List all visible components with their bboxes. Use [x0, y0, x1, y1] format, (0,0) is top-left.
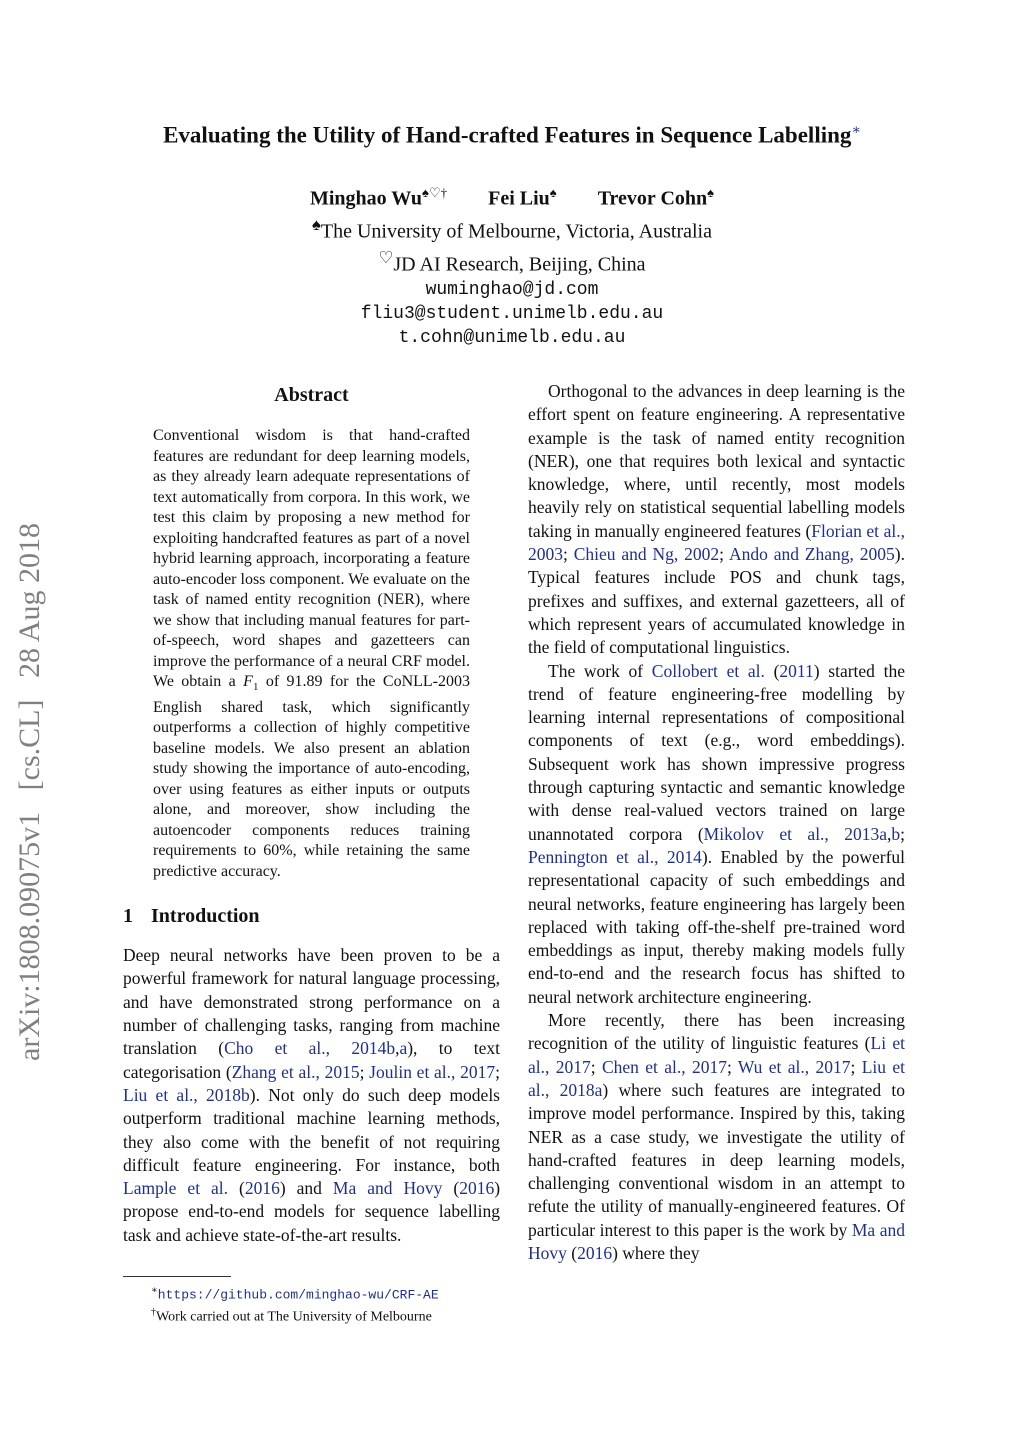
- paragraph-text: (: [442, 1178, 460, 1199]
- paragraph-text: ,: [395, 1038, 400, 1059]
- paper-header: [0, 114, 1024, 350]
- paragraph-text: ). Enabled by the powerful representational capacity of such embeddings and neural networks, feature engineering has largely been replaced with taking off-the-shelf pre-trained word embeddings as input, thereby making models fully end-to-end and the research focus has shifted to neural network architecture engineering.: [528, 846, 906, 1007]
- paragraph-text: ;: [719, 544, 729, 565]
- paragraph-text: ,: [887, 823, 892, 844]
- author-2: Fei Liu♠: [488, 184, 557, 210]
- email-2: fliu3@student.unimelb.edu.au: [360, 303, 664, 324]
- citation-link[interactable]: Collobert et al.: [651, 660, 765, 681]
- author-3: Trevor Cohn♠: [597, 184, 715, 210]
- paragraph-text: ). Not only do such deep models outperform traditional machine learning methods, they also come with the benefit of not requiring difficult feature engineering. For instance, both: [123, 1084, 500, 1175]
- left-column: [123, 380, 500, 1247]
- paragraph-text: Deep neural networks have been proven to be a powerful framework for natural language processing, and have demonstrated strong performance on a number of challenging tasks, ranging from machine translation (: [123, 945, 500, 1059]
- citation-link[interactable]: b: [891, 823, 901, 844]
- paragraph-text: ) and: [279, 1178, 333, 1199]
- citation-link[interactable]: Zhang et al., 2015: [231, 1061, 360, 1082]
- abstract-text: Conventional wisdom is that hand-crafted features are redundant for deep learning models, as they already learn adequate representations of text automatically from corpora. In this work, we test this claim by proposing a new method for exploiting handcrafted features as part of a novel hybrid learning approach, incorporating a feature auto-encoder loss component. We evaluate on the task of named entity recognition (NER), where we show that including manual features for part-of-speech, word shapes and gazetteers can improve the performance of a neural CRF model. We obtain a $F_1$ of 91.89 for the CoNLL-2003 English shared task, which significantly outperforms a collection of highly competitive baseline models. We also present an ablation study showing the importance of auto-encoding, over using features as either inputs or outputs alone, and moreover, show including the autoencoder components reduces training requirements to 60%, while retaining the same predictive accuracy.: [153, 427, 470, 880]
- affiliation-2: ♡JD AI Research, Beijing, China: [378, 247, 646, 276]
- paragraph-text: ;: [850, 1056, 862, 1077]
- citation-link[interactable]: Mikolov et al., 2013a: [703, 823, 888, 844]
- citation-link[interactable]: Pennington et al., 2014: [528, 846, 702, 867]
- paragraph-text: ;: [726, 1056, 738, 1077]
- arxiv-stamp: [8, 441, 52, 1061]
- paragraph-text: (: [228, 1178, 245, 1199]
- paragraph-text: Orthogonal to the advances in deep learning is the effort spent on feature engineering. A representative example is the task of named entity recognition (NER), one that requires both lexical and syntactic knowledge, where, until recently, most models heavily rely on statistical sequential labelling models taking in manually engineered features (: [528, 381, 905, 541]
- paper-title: Evaluating the Utility of Hand-crafted Features in Sequence Labelling∗: [163, 122, 861, 148]
- citation-link[interactable]: Wu et al., 2017: [737, 1056, 851, 1077]
- citation-link[interactable]: 2016: [244, 1178, 280, 1199]
- email-1: wuminghao@jd.com: [425, 279, 599, 300]
- intro-paragraph-1: [123, 944, 500, 1247]
- paragraph-text: ;: [900, 823, 906, 844]
- paragraph-text: ) propose end-to-end models for sequence labelling task and achieve state-of-the-art results.: [123, 1178, 501, 1245]
- affiliation-1: ♠The University of Melbourne, Victoria, Australia: [312, 215, 712, 243]
- citation-link[interactable]: Li et al., 2017: [528, 1033, 905, 1077]
- author-list: [0, 179, 1024, 213]
- arxiv-id: arXiv:1808.09075v1: [13, 811, 46, 1061]
- right-column: [528, 380, 905, 1265]
- citation-link[interactable]: Florian et al., 2003: [528, 520, 905, 565]
- footnote-1: ∗https://github.com/minghao-wu/CRF-AE: [151, 1285, 439, 1303]
- citation-link[interactable]: a: [399, 1038, 408, 1059]
- section-heading-introduction: 1 Introduction: [123, 905, 260, 928]
- email-3: t.cohn@unimelb.edu.au: [398, 327, 626, 348]
- citation-link[interactable]: Liu et al., 2018a: [528, 1056, 905, 1100]
- paragraph-text: The work of: [548, 660, 652, 681]
- citation-link[interactable]: Ma and Hovy: [528, 1219, 905, 1263]
- footnote-link[interactable]: https://github.com/minghao-wu/CRF-AE: [157, 1287, 439, 1303]
- arxiv-category: [cs.CL]: [13, 699, 46, 791]
- paragraph-text: More recently, there has been increasing recognition of the utility of linguistic features (: [528, 1010, 905, 1054]
- paragraph-text: ) where such features are integrated to improve model performance. Inspired by this, taking NER as a case study, we investigate the utility of hand-crafted features in deep learning models, challenging conventional wisdom in an attempt to refute the utility of manually-engineered features. Of particular interest to this paper is the work by: [528, 1079, 905, 1240]
- footnote-divider: [123, 1276, 231, 1277]
- citation-link[interactable]: Liu et al., 2018b: [123, 1084, 250, 1105]
- citation-link[interactable]: Chieu and Ng, 2002: [573, 544, 720, 565]
- paragraph-text: ). Typical features include POS and chunk tags, prefixes and suffixes, and external gazetteers, all of which represent years of accumulated knowledge in the field of computational linguistics.: [528, 544, 905, 658]
- paragraph-text: (: [764, 660, 780, 681]
- citation-link[interactable]: 2011: [779, 660, 814, 681]
- paragraph-text: ) where they: [612, 1242, 700, 1263]
- arxiv-date: 28 Aug 2018: [13, 523, 46, 679]
- author-1: Minghao Wu♠♡†: [309, 184, 448, 210]
- citation-link[interactable]: Cho et al., 2014b: [224, 1038, 396, 1059]
- intro-paragraph-4: [528, 1009, 905, 1265]
- paragraph-text: ;: [563, 544, 574, 565]
- paragraph-text: (: [566, 1242, 578, 1263]
- paragraph-text: ) started the trend of feature engineering-free modelling by learning internal representations of compositional components of text (e.g., word embeddings). Subsequent work has shown impressive progress through capturing syntactic and semantic knowledge with dense real-valued vectors trained on large unannotated corpora (: [528, 660, 905, 844]
- abstract-heading: Abstract: [274, 384, 349, 406]
- footnotes: [123, 1276, 500, 1325]
- paragraph-text: ;: [495, 1061, 500, 1082]
- intro-paragraph-2: [528, 380, 905, 660]
- intro-paragraph-3: [528, 660, 905, 1009]
- title-footnote-mark[interactable]: ∗: [851, 123, 861, 138]
- citation-link[interactable]: Chen et al., 2017: [601, 1056, 727, 1077]
- paragraph-text: ;: [590, 1056, 602, 1077]
- citation-link[interactable]: Ando and Zhang, 2005: [728, 544, 895, 565]
- citation-link[interactable]: Lample et al.: [123, 1178, 229, 1199]
- citation-link[interactable]: Ma and Hovy: [332, 1178, 443, 1199]
- paragraph-text: ), to text categorisation (: [123, 1038, 501, 1082]
- paragraph-text: ;: [359, 1061, 370, 1082]
- citation-link[interactable]: Joulin et al., 2017: [369, 1061, 496, 1082]
- footnote-2: †Work carried out at The University of Melbourne: [151, 1306, 432, 1325]
- citation-link[interactable]: 2016: [459, 1178, 495, 1199]
- citation-link[interactable]: 2016: [577, 1242, 613, 1263]
